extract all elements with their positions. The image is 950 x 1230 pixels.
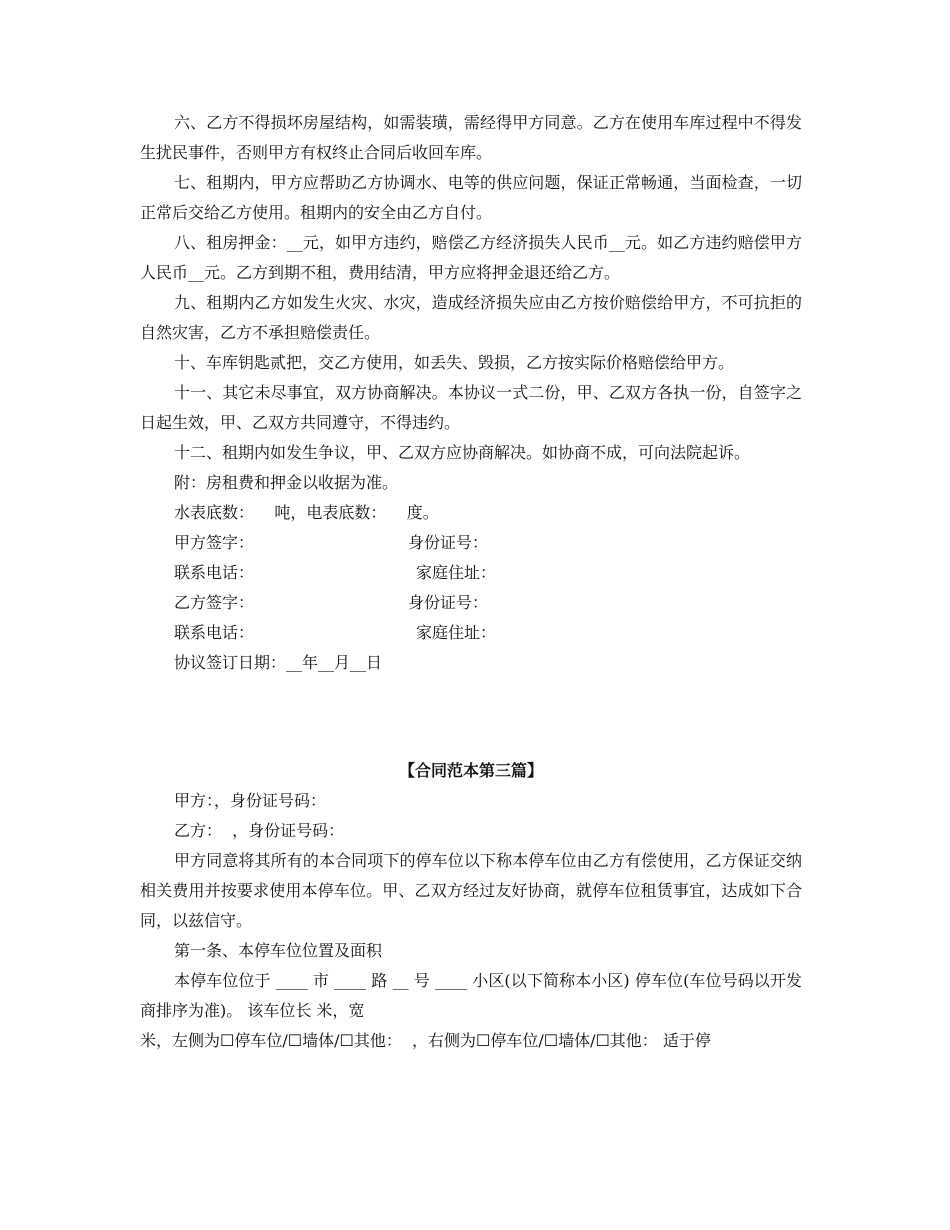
contract-intro: 甲方同意将其所有的本合同项下的停车位以下称本停车位由乙方有偿使用，乙方保证交纳相关费用并按要求使用本停车位。甲、乙双方经过友好协商，就停车位租赁事宜，达成如下合同，以兹信守。 (140, 851, 802, 930)
clause-8: 八、租房押金：__元，如甲方违约，赔偿乙方经济损失人民币__元。如乙方违约赔偿甲方人民币__元。乙方到期不租，费用结清，甲方应将押金退还给乙方。 (140, 233, 802, 282)
clause-9: 九、租期内乙方如发生火灾、水灾，造成经济损失应由乙方按价赔偿给甲方，不可抗拒的自然灾害，乙方不承担赔偿责任。 (140, 293, 802, 342)
party-a-phone-label: 联系电话： (174, 563, 255, 582)
party-b-sign-label: 乙方签字： (174, 593, 255, 612)
party-b-contact-row (174, 618, 802, 648)
party-b-address-label: 家庭住址： (416, 623, 497, 642)
party-a-contact-row (174, 558, 802, 588)
party-a-line: 甲方：，身份证号码： (174, 791, 327, 810)
clause-12: 十二、租期内如发生争议，甲、乙双方应协商解决。如协商不成，可向法院起诉。 (174, 443, 751, 462)
clause-11: 十一、其它未尽事宜，双方协商解决。本协议一式二份，甲、乙双方各执一份，自签字之日起生效，甲、乙双方共同遵守，不得违约。 (140, 383, 802, 432)
party-b-id-label: 身份证号： (408, 593, 489, 612)
party-a-sign-label: 甲方签字： (174, 533, 255, 552)
attachment-note: 附：房租费和押金以收据为准。 (174, 473, 399, 492)
party-a-id-label: 身份证号： (408, 533, 489, 552)
article-1-continuation: 米，左侧为☐停车位/☐墙体/☐其他： ，右侧为☐停车位/☐墙体/☐其他： 适于停 (140, 1031, 711, 1050)
party-b-line: 乙方： ，身份证号码： (174, 821, 345, 840)
party-b-phone-label: 联系电话： (174, 623, 255, 642)
meter-readings: 水表底数： 吨，电表底数： 度。 (174, 503, 439, 522)
clause-10: 十、车库钥匙贰把，交乙方使用，如丢失、毁损，乙方按实际价格赔偿给甲方。 (174, 353, 735, 372)
document-page (140, 108, 802, 1056)
section-heading: 【合同范本第三篇】 (398, 761, 543, 780)
party-b-signature-row (174, 588, 802, 618)
clause-7: 七、租期内，甲方应帮助乙方协调水、电等的供应问题，保证正常畅通，当面检查，一切正常后交给乙方使用。租期内的安全由乙方自付。 (140, 173, 802, 222)
article-1-title: 第一条、本停车位位置及面积 (174, 941, 383, 960)
signing-date: 协议签订日期：__年__月__日 (174, 653, 383, 672)
article-1-text: 本停车位位于 ____ 市 ____ 路 __ 号 ____ 小区(以下简称本小区) 停车位(车位号码以开发商排序为准)。 该车位长 米，宽 (140, 971, 802, 1020)
party-a-address-label: 家庭住址： (416, 563, 497, 582)
party-a-signature-row (174, 528, 802, 558)
clause-6: 六、乙方不得损坏房屋结构，如需装璜，需经得甲方同意。乙方在使用车库过程中不得发生扰民事件，否则甲方有权终止合同后收回车库。 (140, 113, 802, 162)
